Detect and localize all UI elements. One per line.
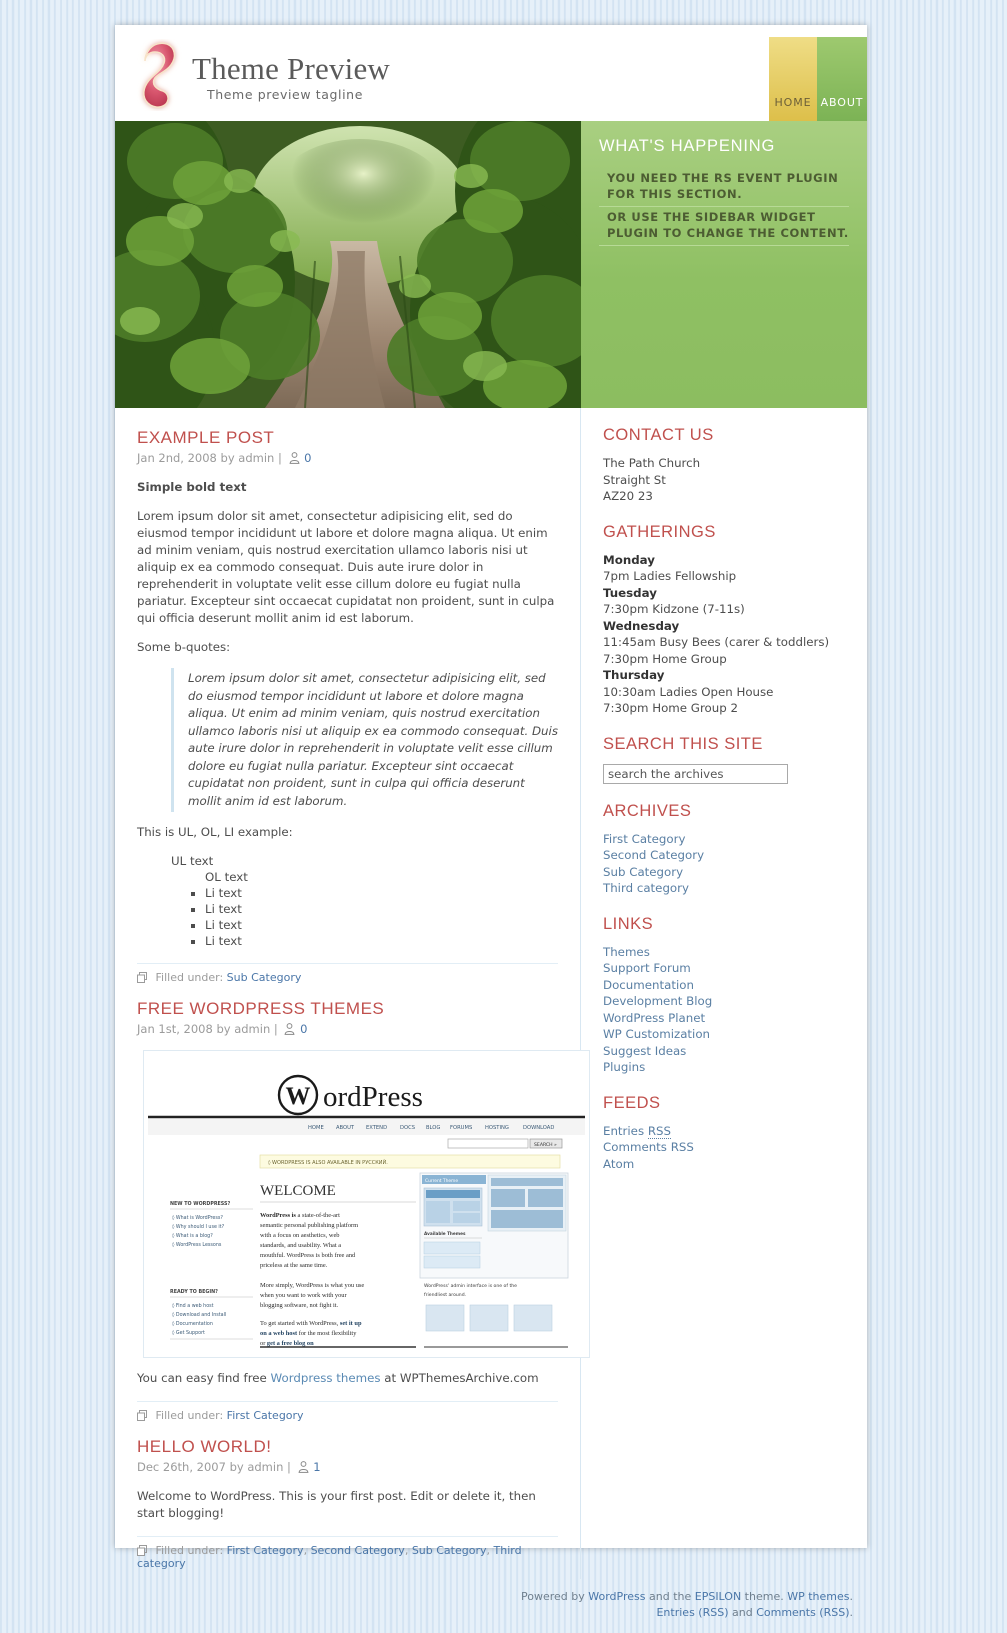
- li-item: ▪ Li text: [205, 885, 558, 901]
- caption-pre: You can easy find free: [137, 1371, 271, 1385]
- list-intro: This is UL, OL, LI example:: [137, 825, 293, 839]
- comment-count[interactable]: 0: [304, 451, 312, 465]
- svg-text:with a focus on aesthetics, we: with a focus on aesthetics, web: [260, 1232, 340, 1239]
- meta-separator: |: [287, 1460, 291, 1474]
- svg-text:ABOUT: ABOUT: [336, 1125, 355, 1131]
- li-item: ▪ Li text: [205, 933, 558, 949]
- svg-text:◊ Why should I use it?: ◊ Why should I use it?: [172, 1225, 225, 1230]
- footer-and: and: [728, 1606, 757, 1619]
- site-page: [115, 25, 867, 1619]
- wordpress-wordmark: ordPress: [323, 1081, 423, 1113]
- gathering-event: 7:30pm Home Group: [603, 651, 727, 666]
- quote-intro: Some b-quotes:: [137, 640, 231, 654]
- category-link[interactable]: Third category: [137, 1544, 522, 1570]
- body-columns: [115, 408, 867, 1579]
- svg-text:More simply, WordPress is what: More simply, WordPress is what you use: [260, 1282, 365, 1289]
- sidebar-link[interactable]: Documentation: [603, 977, 694, 992]
- feed-link-atom[interactable]: Atom: [603, 1156, 635, 1171]
- comment-count[interactable]: 0: [300, 1022, 308, 1036]
- theme-link[interactable]: EPSILON: [694, 1590, 742, 1603]
- svg-text:standards, and usability. What: standards, and usability. What a: [260, 1242, 342, 1249]
- sidebar-heading-feeds: FEEDS: [603, 1093, 661, 1112]
- post-title[interactable]: FREE WORDPRESS THEMES: [137, 999, 385, 1018]
- ul-item: UL text: [171, 854, 214, 868]
- sidebar-link[interactable]: Suggest Ideas: [603, 1043, 687, 1058]
- svg-text:when you want to work with you: when you want to work with your: [260, 1292, 347, 1299]
- post-filed-under: [137, 963, 558, 993]
- contact-line: The Path Church: [603, 456, 701, 470]
- svg-text:semantic personal publishing p: semantic personal publishing platform: [260, 1222, 359, 1229]
- person-icon: [284, 1023, 295, 1035]
- post-paragraph: Lorem ipsum dolor sit amet, consectetur adipisicing elit, sed do eiusmod tempor incididunt ut labore et dolore magna aliqua. Ut enim ad minim veniam, quis nostrud exercitation ullamco laboris nisi ut aliquip ex ea commodo consequat. Duis aute irure dolor in reprehenderit in voluptate velit esse cillum dolore eu fugiat nulla pariatur. Excepteur sint occaecat cupidatat non proident, sunt in culpa qui officia deserunt mollit anim id est laborum.: [137, 509, 555, 625]
- filed-label: Filled under:: [155, 971, 224, 984]
- svg-text:W: W: [285, 1083, 311, 1110]
- post-author: by admin: [216, 1022, 271, 1036]
- post-filed-under: Filled under: First Category, Second Category, Sub Category, Third category: [137, 1536, 558, 1579]
- gathering-day: Tuesday: [603, 585, 657, 600]
- gathering-event: 7:30pm Home Group 2: [603, 701, 738, 715]
- svg-text:friendliest around.: friendliest around.: [424, 1293, 467, 1298]
- svg-text:Current Theme: Current Theme: [425, 1179, 459, 1184]
- svg-text:◊ WordPress Lessons: ◊ WordPress Lessons: [172, 1243, 222, 1248]
- archive-link[interactable]: Sub Category: [603, 864, 684, 879]
- svg-text:BLOG: BLOG: [426, 1125, 441, 1131]
- sidebar-heading-links: LINKS: [603, 914, 654, 933]
- banner: [115, 121, 867, 408]
- sidebar: [581, 408, 867, 1579]
- whats-happening-title: WHAT'S HAPPENING: [599, 137, 776, 155]
- gathering-day: Monday: [603, 552, 655, 567]
- sidebar-link[interactable]: Themes: [603, 944, 650, 959]
- svg-text:◊ Find a web host: ◊ Find a web host: [172, 1304, 214, 1309]
- svg-text:HOSTING: HOSTING: [485, 1125, 509, 1131]
- category-link[interactable]: Sub Category: [411, 1544, 487, 1557]
- footer-period: .: [849, 1590, 853, 1603]
- main-content: [115, 408, 581, 1579]
- caption-post: at WPThemesArchive.com: [380, 1371, 539, 1385]
- post-lead: Simple bold text: [137, 480, 247, 494]
- svg-text:◊ WORDPRESS IS ALSO AVAILABLE: ◊ WORDPRESS IS ALSO AVAILABLE IN РУССКИЙ.: [268, 1160, 388, 1166]
- gathering-event: 7pm Ladies Fellowship: [603, 569, 737, 583]
- nested-list: [171, 869, 558, 949]
- svg-text:DOWNLOAD: DOWNLOAD: [523, 1125, 555, 1131]
- category-link[interactable]: First Category: [226, 1409, 304, 1422]
- forest-path-photo: [115, 121, 581, 408]
- post-meta: [137, 1022, 558, 1036]
- li-item: ▪ Li text: [205, 917, 558, 933]
- gathering-event: 11:45am Busy Bees (carer & toddlers): [603, 635, 830, 649]
- folder-icon: [137, 1545, 148, 1556]
- site-title: Theme Preview: [192, 51, 390, 86]
- person-icon: [298, 1461, 309, 1473]
- svg-text:◊ What is a blog?: ◊ What is a blog?: [172, 1234, 213, 1239]
- rss-abbr: RSS: [670, 1140, 694, 1154]
- footer-powered-by: Powered by: [521, 1590, 589, 1603]
- feed-label: Entries: [603, 1123, 648, 1138]
- filed-label: Filled under:: [155, 1544, 224, 1557]
- svg-text:WordPress is a state-of-the-ar: WordPress is a state-of-the-art: [260, 1212, 340, 1219]
- site-tagline: Theme preview tagline: [207, 87, 363, 102]
- svg-text:mouthful. WordPress is both fr: mouthful. WordPress is both free and: [260, 1252, 356, 1259]
- entries-rss-link[interactable]: Entries (RSS): [656, 1606, 729, 1619]
- search-input[interactable]: [603, 764, 788, 784]
- gathering-event: 7:30pm Kidzone (7-11s): [603, 602, 745, 616]
- post-paragraph: Welcome to WordPress. This is your first post. Edit or delete it, then start blogging!: [137, 1489, 536, 1520]
- sidebar-heading-contact: CONTACT US: [603, 426, 714, 444]
- li-item: ▪ Li text: [205, 901, 558, 917]
- wordpress-link[interactable]: WordPress: [588, 1590, 646, 1603]
- ul-list: [137, 853, 558, 949]
- svg-text:SEARCH »: SEARCH »: [534, 1143, 557, 1148]
- svg-text:blogging software, not fight i: blogging software, not fight it.: [260, 1302, 339, 1309]
- wp-themes-link[interactable]: WP themes: [787, 1590, 850, 1603]
- site-logo[interactable]: [137, 39, 183, 114]
- svg-text:DOCS: DOCS: [400, 1125, 415, 1131]
- archive-link[interactable]: Second Category: [603, 848, 705, 862]
- site-header: [115, 25, 867, 121]
- folder-icon: [137, 972, 148, 983]
- post-title[interactable]: EXAMPLE POST: [137, 428, 275, 447]
- svg-text:or get a free blog on: or get a free blog on: [260, 1340, 314, 1347]
- post-free-wordpress-themes: [137, 999, 558, 1431]
- sidebar-heading-search: SEARCH THIS SITE: [603, 734, 763, 753]
- meta-separator: |: [273, 1022, 278, 1036]
- post-filed-under: [137, 1401, 558, 1431]
- svg-text:◊ What is WordPress?: ◊ What is WordPress?: [172, 1216, 223, 1221]
- post-author: by admin: [220, 451, 275, 465]
- folder-icon: [137, 1410, 148, 1421]
- meta-separator: |: [277, 451, 282, 465]
- sidebar-link[interactable]: Development Blog: [603, 994, 713, 1008]
- whats-happening-line: YOU NEED THE RS EVENT PLUGIN FOR THIS SECTION.: [599, 168, 849, 207]
- comment-count[interactable]: 1: [313, 1460, 321, 1474]
- svg-text:NEW TO WORDPRESS?: NEW TO WORDPRESS?: [170, 1202, 231, 1207]
- ol-item: OL text: [205, 870, 248, 884]
- category-link[interactable]: First Category: [226, 1544, 304, 1557]
- category-link[interactable]: Second Category: [310, 1544, 405, 1557]
- rss-abbr: RSS: [647, 1123, 672, 1138]
- svg-text:READY TO BEGIN?: READY TO BEGIN?: [170, 1290, 218, 1295]
- post-author: by admin: [229, 1460, 284, 1474]
- post-date: Jan 2nd, 2008: [137, 451, 217, 465]
- svg-text:EXTEND: EXTEND: [366, 1125, 388, 1131]
- sidebar-heading-gatherings: GATHERINGS: [603, 522, 716, 541]
- svg-text:HOME: HOME: [308, 1125, 324, 1131]
- post-hello-world: [137, 1437, 558, 1579]
- person-icon: [289, 452, 300, 464]
- footer-mid: and the: [645, 1590, 695, 1603]
- gathering-event: 10:30am Ladies Open House: [603, 684, 774, 699]
- whats-happening-widget: [581, 121, 867, 408]
- whats-happening-line: OR USE THE SIDEBAR WIDGET PLUGIN TO CHANGE THE CONTENT.: [599, 207, 849, 246]
- archive-link[interactable]: First Category: [603, 831, 686, 846]
- wordpress-screenshot: [143, 1050, 590, 1358]
- gathering-day: Thursday: [603, 668, 665, 682]
- contact-line: Straight St: [603, 472, 666, 487]
- main-nav: [769, 37, 867, 121]
- svg-text:priceless at the same time.: priceless at the same time.: [260, 1262, 328, 1269]
- archive-link[interactable]: Third category: [603, 881, 689, 895]
- nav-item-home[interactable]: [769, 37, 817, 121]
- nav-item-about-label: ABOUT: [820, 96, 864, 109]
- footer-period-2: .: [849, 1606, 853, 1619]
- comments-rss-link[interactable]: Comments (RSS): [756, 1606, 850, 1619]
- svg-text:To get started with WordPress,: To get started with WordPress, set it up: [260, 1320, 362, 1327]
- feed-label: Comments: [603, 1140, 671, 1154]
- sidebar-heading-archives: ARCHIVES: [603, 801, 692, 820]
- contact-line: AZ20 23: [603, 489, 653, 503]
- screenshot-caption: [137, 1370, 558, 1387]
- nav-item-home-label: HOME: [774, 96, 812, 109]
- post-example-post: [137, 428, 558, 993]
- footer-line-2: [115, 1605, 853, 1621]
- gathering-day: Wednesday: [603, 618, 680, 633]
- post-blockquote: Lorem ipsum dolor sit amet, consectetur adipisicing elit, sed do eiusmod tempor incididunt ut labore et dolore magna aliqua. Ut enim ad minim veniam, quis nostrud exercitation ullamco laboris nisi ut aliquip ex ea commodo consequat. Duis aute irure dolor in reprehenderit in voluptate velit esse cillum dolore eu fugiat nulla pariatur. Excepteur sint occaecat cupidatat non proident, sunt in culpa qui officia deserunt mollit anim id est laborum.: [171, 668, 558, 812]
- sidebar-link[interactable]: WordPress Planet: [603, 1010, 706, 1025]
- post-date: Jan 1st, 2008: [137, 1022, 213, 1036]
- post-meta: [137, 451, 558, 465]
- footer-line-1: [115, 1589, 853, 1605]
- svg-text:◊ Documentation: ◊ Documentation: [172, 1322, 213, 1327]
- sidebar-link[interactable]: Support Forum: [603, 961, 691, 975]
- footer-theme-word: theme.: [741, 1590, 788, 1603]
- svg-text:◊ Download and Install: ◊ Download and Install: [172, 1313, 227, 1318]
- post-title[interactable]: HELLO WORLD!: [137, 1437, 272, 1456]
- post-meta: [137, 1460, 558, 1474]
- post-date: Dec 26th, 2007: [137, 1460, 226, 1474]
- svg-text:Available Themes: Available Themes: [424, 1231, 466, 1236]
- feed-link-comments[interactable]: [603, 1139, 849, 1156]
- svg-text:on a web host for the most fle: on a web host for the most flexibility: [260, 1330, 357, 1337]
- feed-link-entries[interactable]: [603, 1123, 849, 1140]
- svg-text:WELCOME: WELCOME: [260, 1183, 336, 1199]
- nav-item-about[interactable]: [817, 37, 867, 121]
- svg-text:◊ Get Support: ◊ Get Support: [172, 1331, 205, 1336]
- sidebar-link[interactable]: WP Customization: [603, 1027, 711, 1041]
- site-footer: [115, 1579, 867, 1633]
- svg-text:WordPress' admin interface is: WordPress' admin interface is one of the: [424, 1284, 517, 1289]
- filed-label: Filled under:: [155, 1409, 224, 1422]
- ribbon-logo-icon: [137, 39, 183, 111]
- sidebar-link[interactable]: Plugins: [603, 1060, 646, 1074]
- svg-text:FORUMS: FORUMS: [450, 1125, 473, 1131]
- category-link[interactable]: Sub Category: [226, 971, 302, 984]
- caption-link[interactable]: Wordpress themes: [270, 1371, 381, 1385]
